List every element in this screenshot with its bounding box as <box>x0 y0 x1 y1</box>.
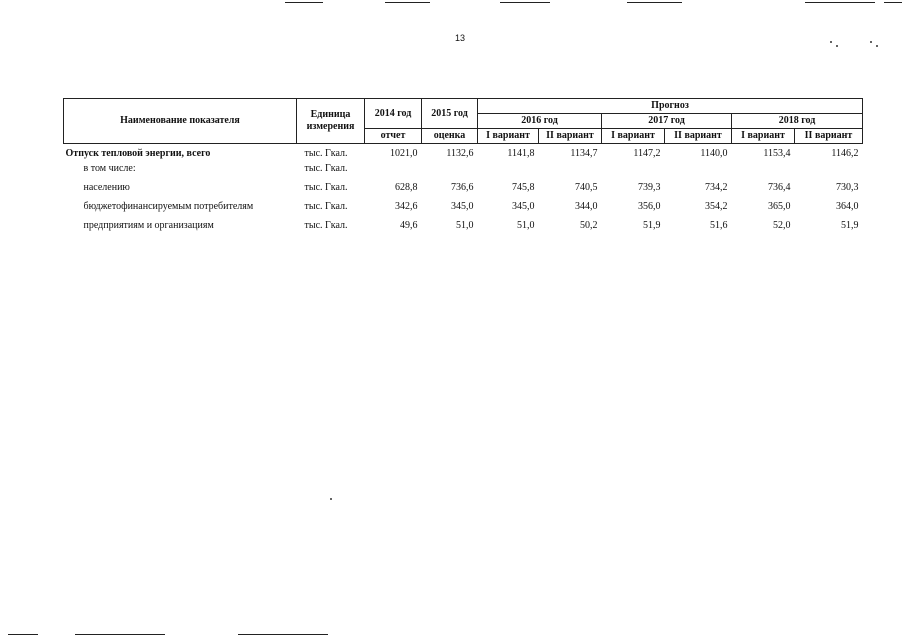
value-2017-v1: 1147,2 <box>633 148 661 159</box>
scan-rule <box>285 2 323 3</box>
value-2017-v2 <box>665 163 732 182</box>
value-2016-v2: 50,2 <box>580 220 598 231</box>
header-2016-variant-2: II вариант <box>539 129 602 144</box>
header-unit: Единица измерения <box>297 99 365 144</box>
scan-speck <box>870 41 872 43</box>
scan-rule <box>805 2 875 3</box>
value-2018-v1: 1153,4 <box>763 148 791 159</box>
value-2014: 628,8 <box>395 182 418 193</box>
row-name: Отпуск тепловой энергии, всего <box>65 148 211 159</box>
value-2017-v1: 51,9 <box>643 220 661 231</box>
header-2018: 2018 год <box>732 114 863 129</box>
scan-rule <box>75 634 165 635</box>
value-2014: 49,6 <box>400 220 418 231</box>
value-2017-v1: 356,0 <box>638 201 661 212</box>
row-name: бюджетофинансируемым потребителям <box>83 201 254 212</box>
value-2015 <box>422 163 478 182</box>
header-forecast: Прогноз <box>478 99 863 114</box>
header-2017-variant-1: I вариант <box>602 129 665 144</box>
value-2016-v1: 745,8 <box>512 182 535 193</box>
value-2016-v2: 740,5 <box>575 182 598 193</box>
value-2018-v1: 52,0 <box>773 220 791 231</box>
scan-speck <box>330 498 332 500</box>
header-2016-variant-1: I вариант <box>478 129 539 144</box>
scan-rule <box>500 2 550 3</box>
row-unit: тыс. Гкал. <box>304 148 348 159</box>
scan-rule <box>8 634 38 635</box>
value-2015: 736,6 <box>451 182 474 193</box>
scan-rule <box>238 634 328 635</box>
value-2015: 51,0 <box>456 220 474 231</box>
header-2017: 2017 год <box>602 114 732 129</box>
table-row <box>64 220 863 239</box>
value-2016-v1 <box>478 163 539 182</box>
table-row <box>64 163 863 182</box>
value-2016-v2 <box>539 163 602 182</box>
value-2018-v1: 365,0 <box>768 201 791 212</box>
table-body <box>64 144 863 240</box>
scan-speck <box>876 45 878 47</box>
header-report: отчет <box>365 129 422 144</box>
row-unit: тыс. Гкал. <box>304 163 348 174</box>
scan-rule <box>385 2 430 3</box>
row-unit: тыс. Гкал. <box>304 201 348 212</box>
scan-speck <box>830 41 832 43</box>
table-row <box>64 182 863 201</box>
header-2018-variant-1: I вариант <box>732 129 795 144</box>
header-2014: 2014 год <box>365 99 422 129</box>
page-number: 13 <box>455 33 466 43</box>
scan-rule <box>627 2 682 3</box>
row-name: населению <box>83 182 130 193</box>
value-2018-v2: 730,3 <box>836 182 859 193</box>
row-name: предприятиям и организациям <box>83 220 214 231</box>
value-2016-v2: 1134,7 <box>570 148 598 159</box>
table-row <box>64 144 863 164</box>
value-2017-v2: 734,2 <box>705 182 728 193</box>
value-2018-v1: 736,4 <box>768 182 791 193</box>
value-2016-v1: 51,0 <box>517 220 535 231</box>
table-row <box>64 201 863 220</box>
value-2016-v1: 1141,8 <box>507 148 535 159</box>
value-2016-v2: 344,0 <box>575 201 598 212</box>
value-2014 <box>365 163 422 182</box>
row-unit: тыс. Гкал. <box>304 182 348 193</box>
value-2018-v2: 51,9 <box>841 220 859 231</box>
value-2017-v2: 51,6 <box>710 220 728 231</box>
scan-rule <box>884 2 902 3</box>
header-2016: 2016 год <box>478 114 602 129</box>
value-2015: 345,0 <box>451 201 474 212</box>
value-2014: 342,6 <box>395 201 418 212</box>
value-2017-v1 <box>602 163 665 182</box>
heat-energy-forecast-table <box>63 98 863 239</box>
header-2018-variant-2: II вариант <box>795 129 863 144</box>
value-2017-v2: 1140,0 <box>700 148 728 159</box>
table-header <box>64 99 863 144</box>
row-unit: тыс. Гкал. <box>304 220 348 231</box>
scan-speck <box>836 45 838 47</box>
value-2018-v2: 364,0 <box>836 201 859 212</box>
value-2018-v2: 1146,2 <box>831 148 859 159</box>
value-2017-v1: 739,3 <box>638 182 661 193</box>
value-2018-v1 <box>732 163 795 182</box>
value-2017-v2: 354,2 <box>705 201 728 212</box>
header-2015: 2015 год <box>422 99 478 129</box>
value-2015: 1132,6 <box>446 148 474 159</box>
row-name: в том числе: <box>83 163 136 174</box>
value-2018-v2 <box>795 163 863 182</box>
value-2016-v1: 345,0 <box>512 201 535 212</box>
value-2014: 1021,0 <box>390 148 418 159</box>
header-2017-variant-2: II вариант <box>665 129 732 144</box>
header-indicator: Наименование показателя <box>64 99 297 144</box>
header-estimate: оценка <box>422 129 478 144</box>
